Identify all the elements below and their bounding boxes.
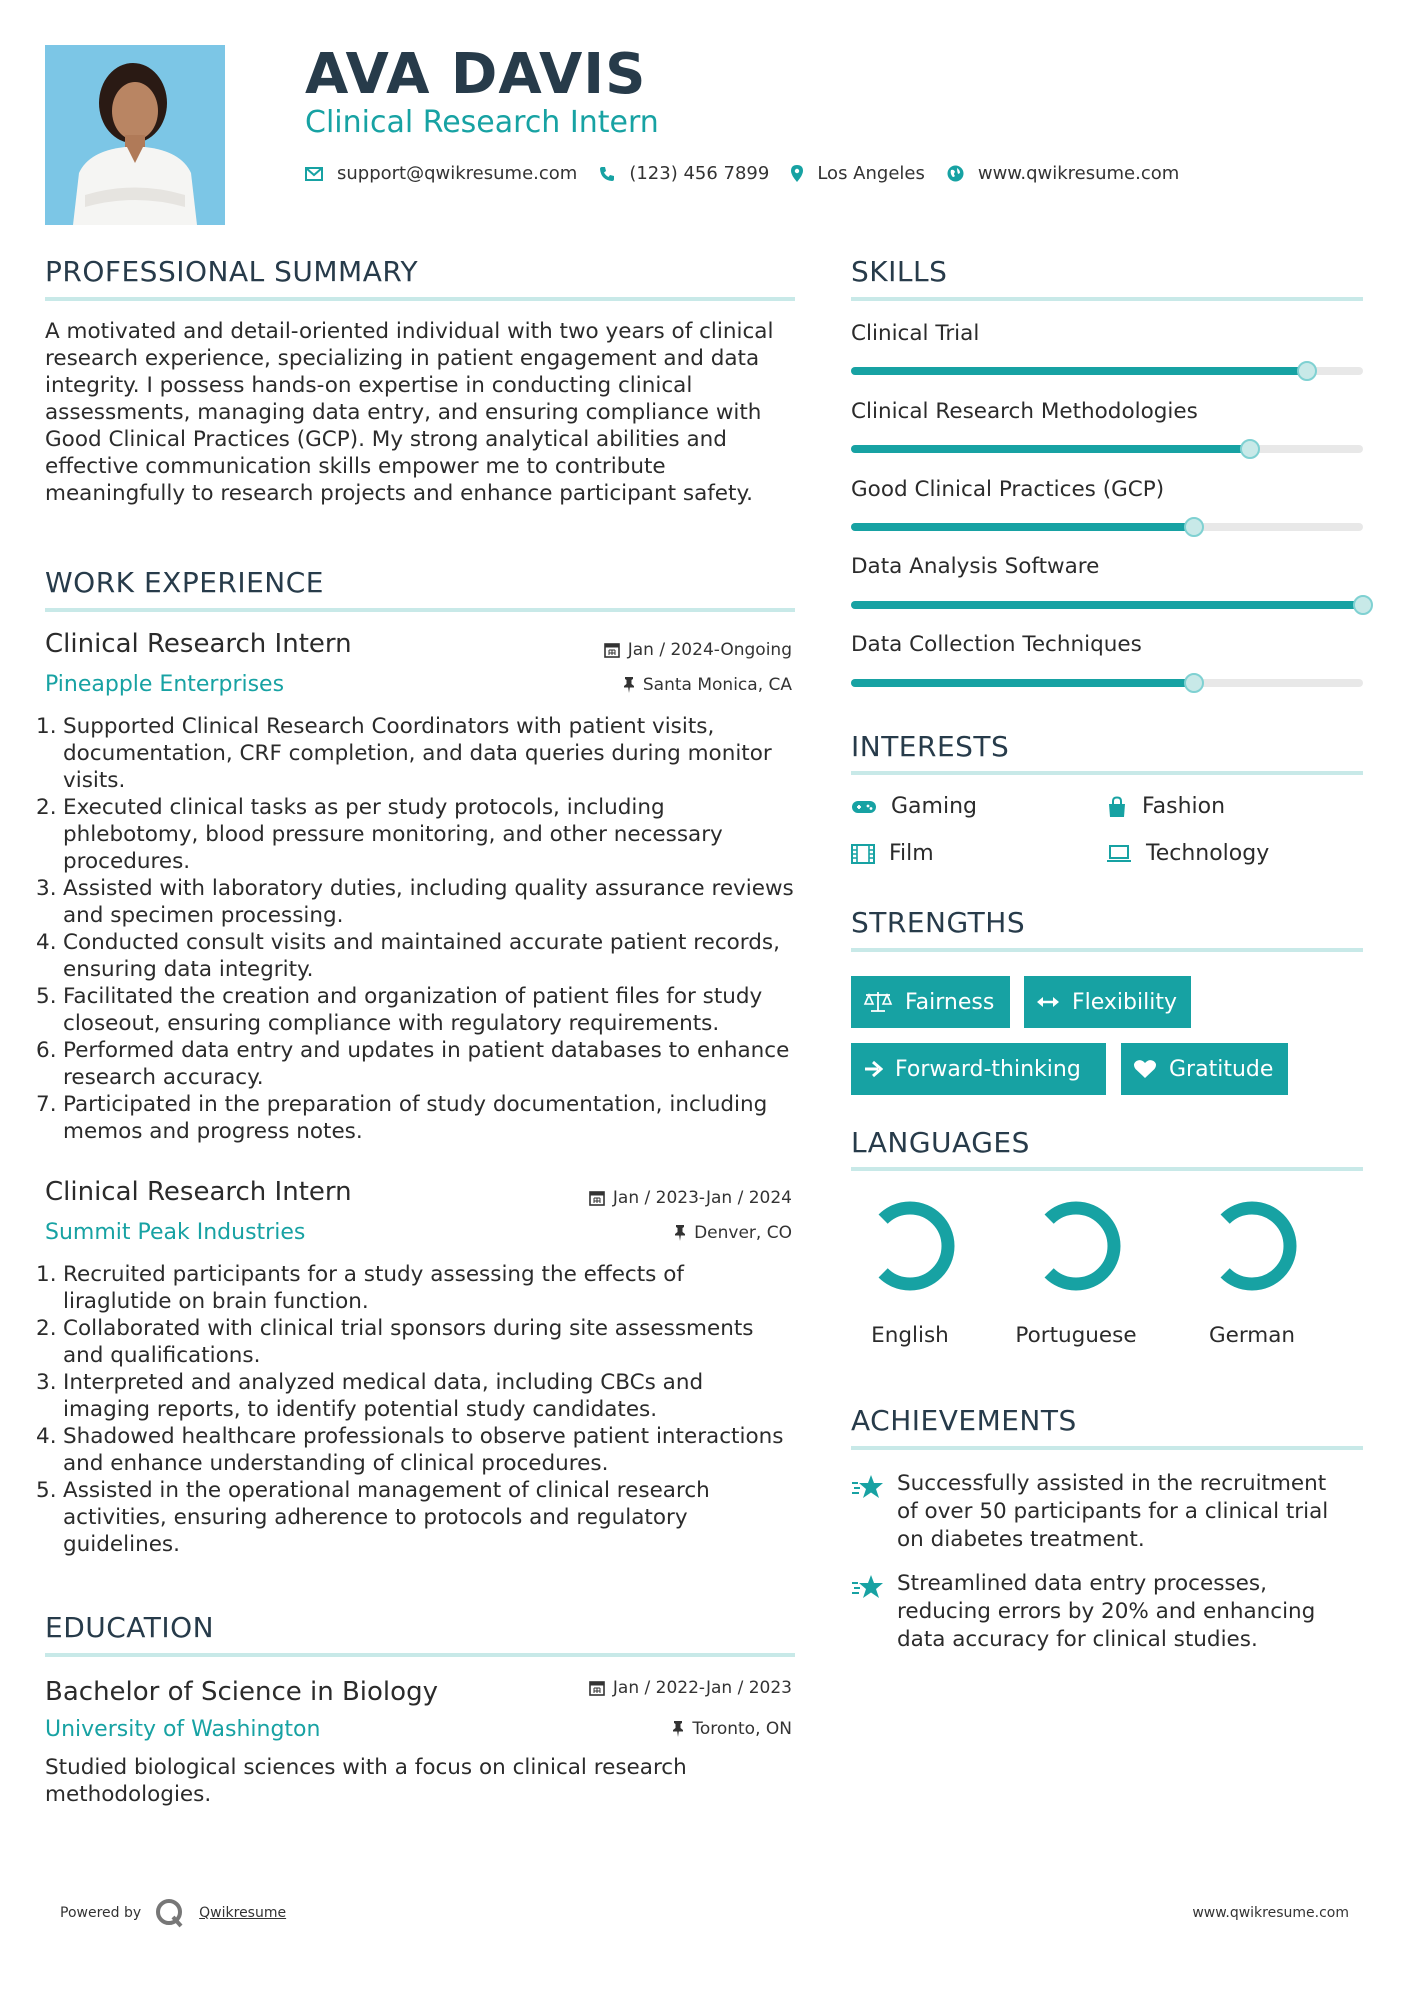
contact-bar (305, 163, 1201, 184)
interests-divider (851, 771, 1363, 775)
job-title: Clinical Research Intern (45, 629, 352, 659)
strength-label: Fairness (905, 989, 995, 1015)
email-text: support@qwikresume.com (337, 163, 578, 184)
globe-icon (947, 165, 964, 182)
strength-label: Flexibility (1072, 989, 1177, 1015)
interest-label: Gaming (891, 794, 977, 819)
skill-bar-knob (1353, 595, 1373, 615)
footer-url[interactable]: www.qwikresume.com (1192, 1905, 1349, 1921)
summary-text: A motivated and detail-oriented individual with two years of clinical research experience, specializing in patient engagement and data integrity. I possess hands-on expertise in conducting clinical assessments, managing data entry, and ensuring compliance with Good Clinical Practices (GCP). My strong analytical abilities and effective communication skills empower me to contribute meaningfully to research projects and enhance participant safety. (45, 319, 774, 506)
language-gauge (1202, 1196, 1302, 1296)
job-dates-text: Jan / 2024-Ongoing (627, 640, 792, 660)
skill-bar-knob (1297, 361, 1317, 381)
skill-name: Clinical Research Methodologies (851, 399, 1198, 424)
job-location-text: Denver, CO (694, 1223, 792, 1243)
language-gauge (860, 1196, 960, 1296)
interest-item (851, 841, 934, 866)
envelope-icon (305, 167, 323, 181)
languages-divider (851, 1167, 1363, 1171)
skills-heading: SKILLS (851, 255, 948, 288)
website-text: www.qwikresume.com (977, 163, 1180, 184)
job-location (623, 675, 792, 695)
skill-bar (851, 679, 1363, 687)
location-text: Los Angeles (817, 163, 925, 184)
achievements-divider (851, 1446, 1363, 1450)
laptop-icon (1106, 845, 1132, 863)
duty-list (36, 1261, 796, 1558)
skill-bar-knob (1240, 439, 1260, 459)
language-item (1182, 1196, 1322, 1350)
company-name: Pineapple Enterprises (45, 672, 285, 697)
list-item: Assisted in the operational management of clinical research activities, ensuring adherence to protocols and regulatory guidelines. (63, 1478, 710, 1557)
skill-bar-knob (1184, 673, 1204, 693)
heart-icon (1133, 1059, 1157, 1079)
skill-name: Data Analysis Software (851, 554, 1100, 579)
list-item: Assisted with laboratory duties, including quality assurance reviews and specimen processing. (63, 876, 794, 928)
gamepad-icon (851, 799, 877, 815)
skill-bar-fill (851, 679, 1194, 687)
achievement-item (851, 1570, 1351, 1654)
arrows-horizontal-icon (1036, 995, 1060, 1009)
education-location-text: Toronto, ON (692, 1719, 792, 1739)
skill-bar-fill (851, 601, 1363, 609)
phone-text: (123) 456 7899 (629, 163, 770, 184)
achievement-text: Streamlined data entry processes, reducing errors by 20% and enhancing data accuracy for clinical studies. (897, 1571, 1316, 1652)
language-gauge-arc (883, 1208, 948, 1284)
summary-divider (45, 297, 795, 301)
school-name: University of Washington (45, 1717, 321, 1742)
language-name: German (1208, 1323, 1296, 1348)
strength-tag (1121, 1043, 1288, 1095)
language-name: Portuguese (1015, 1323, 1137, 1348)
language-gauge (1026, 1196, 1126, 1296)
skill-bar-knob (1184, 517, 1204, 537)
interest-item (1106, 841, 1269, 866)
job-title: Clinical Research Intern (45, 1177, 352, 1207)
education-dates-text: Jan / 2022-Jan / 2023 (612, 1678, 792, 1698)
list-item: Performed data entry and updates in patient databases to enhance research accuracy. (63, 1038, 790, 1090)
film-icon (851, 844, 875, 864)
strengths-heading: STRENGTHS (851, 906, 1026, 939)
pushpin-icon (672, 1721, 684, 1737)
contact-website[interactable] (947, 163, 1179, 184)
degree-title: Bachelor of Science in Biology (45, 1677, 438, 1707)
list-item: Collaborated with clinical trial sponsors during site assessments and qualifications. (63, 1316, 754, 1368)
interest-label: Technology (1146, 841, 1270, 866)
language-gauge-arc (1225, 1208, 1290, 1284)
skill-bar (851, 523, 1363, 531)
contact-location (791, 163, 925, 184)
achievements-heading: ACHIEVEMENTS (851, 1404, 1077, 1437)
skill-bar-fill (851, 367, 1307, 375)
job-dates-text: Jan / 2023-Jan / 2024 (612, 1188, 792, 1208)
calendar-icon (589, 1680, 605, 1696)
strength-label: Forward-thinking (895, 1056, 1081, 1082)
interest-item (851, 794, 977, 819)
star-icon (851, 1574, 885, 1600)
list-item: Conducted consult visits and maintained accurate patient records, ensuring data integrity. (63, 930, 780, 982)
language-item (1012, 1196, 1140, 1350)
achievement-item (851, 1470, 1351, 1554)
candidate-name: AVA DAVIS (305, 42, 647, 107)
pushpin-icon (674, 1225, 686, 1241)
job-dates (589, 1188, 792, 1208)
experience-divider (45, 608, 795, 612)
contact-email[interactable] (305, 163, 577, 184)
skill-bar (851, 445, 1363, 453)
education-dates (589, 1678, 792, 1698)
candidate-role: Clinical Research Intern (305, 105, 659, 140)
strength-tag (851, 976, 1010, 1028)
strength-tag (851, 1043, 1106, 1095)
skill-name: Clinical Trial (851, 321, 980, 346)
summary-heading: PROFESSIONAL SUMMARY (45, 255, 419, 288)
interest-label: Fashion (1142, 794, 1226, 819)
contact-phone[interactable] (599, 163, 769, 184)
languages-heading: LANGUAGES (851, 1126, 1030, 1159)
job-dates (604, 640, 792, 660)
shopping-bag-icon (1106, 796, 1128, 818)
powered-by-label: Powered by (60, 1905, 142, 1921)
list-item: Interpreted and analyzed medical data, including CBCs and imaging reports, to identify potential study candidates. (63, 1370, 704, 1422)
language-item (840, 1196, 980, 1350)
skill-bar-fill (851, 445, 1250, 453)
star-icon (851, 1474, 885, 1500)
skill-bar (851, 367, 1363, 375)
balance-scale-icon (863, 990, 893, 1014)
profile-photo (45, 45, 225, 225)
calendar-icon (604, 642, 620, 658)
qwikresume-logo-icon (155, 1898, 185, 1928)
interest-label: Film (889, 841, 934, 866)
skills-divider (851, 297, 1363, 301)
list-item: Facilitated the creation and organization of patient files for study closeout, ensuring compliance with regulatory requirements. (63, 984, 763, 1036)
brand-link[interactable]: Qwikresume (199, 1905, 287, 1921)
strengths-divider (851, 948, 1363, 952)
experience-heading: WORK EXPERIENCE (45, 566, 324, 599)
footer-branding (60, 1898, 286, 1928)
interests-heading: INTERESTS (851, 730, 1010, 763)
map-pin-icon (791, 165, 803, 182)
pushpin-icon (623, 677, 635, 693)
phone-icon (599, 166, 615, 182)
arrow-right-icon (863, 1060, 883, 1078)
list-item: Recruited participants for a study assessing the effects of liraglutide on brain function. (63, 1262, 684, 1314)
strength-label: Gratitude (1169, 1056, 1274, 1082)
skill-bar-fill (851, 523, 1194, 531)
education-heading: EDUCATION (45, 1611, 215, 1644)
list-item: Executed clinical tasks as per study protocols, including phlebotomy, blood pressure monitoring, and other necessary procedures. (63, 795, 723, 874)
job-location-text: Santa Monica, CA (642, 675, 792, 695)
language-gauge-arc (1049, 1208, 1114, 1284)
education-description: Studied biological sciences with a focus on clinical research methodologies. (45, 1755, 687, 1807)
calendar-icon (589, 1190, 605, 1206)
skill-name: Good Clinical Practices (GCP) (851, 477, 1165, 502)
skill-bar (851, 601, 1363, 609)
skill-name: Data Collection Techniques (851, 632, 1142, 657)
list-item: Shadowed healthcare professionals to observe patient interactions and enhance understanding of clinical procedures. (63, 1424, 784, 1476)
list-item: Supported Clinical Research Coordinators with patient visits, documentation, CRF completion, and data queries during monitor visits. (63, 714, 772, 793)
achievement-text: Successfully assisted in the recruitment of over 50 participants for a clinical trial on diabetes treatment. (897, 1471, 1329, 1552)
education-location (672, 1719, 792, 1739)
interest-item (1106, 794, 1225, 819)
duty-list (36, 713, 796, 1145)
job-location (674, 1223, 792, 1243)
education-divider (45, 1653, 795, 1657)
list-item: Participated in the preparation of study documentation, including memos and progress notes. (63, 1092, 768, 1144)
company-name: Summit Peak Industries (45, 1220, 306, 1245)
strength-tag (1024, 976, 1191, 1028)
language-name: English (871, 1323, 949, 1348)
